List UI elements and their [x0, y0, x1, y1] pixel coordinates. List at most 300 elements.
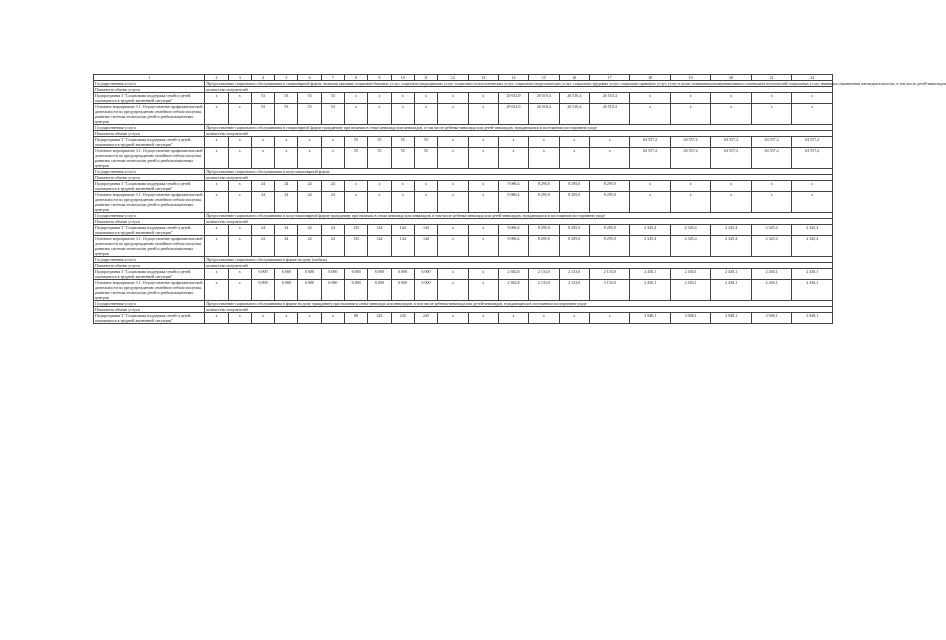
column-number: 14 — [498, 75, 528, 81]
row-name: Основное мероприятие 3.1. Осуществление профилактической деятельности по предупреждению семейного неблагополучия, развитие системы технологии детей и реабилитационных центров — [94, 104, 205, 125]
table-cell: х — [529, 313, 559, 324]
section-text: Предоставление социального обслуживания в форме на дому гражданину при наличии в семье инвалида или инвалидов, в том числе ребенка-инвалида или детей-инвалидов, нуждающихся в постоянном постороннем уходе — [205, 301, 833, 307]
row-name: Подпрограмма 3 "Социальная поддержка семей и детей, оказавшихся в трудной жизненной ситуации" — [94, 225, 205, 236]
column-number: 9 — [368, 75, 391, 81]
table-cell: 2 133,0 — [589, 269, 629, 280]
row-name: Подпрограмма 3 "Социальная поддержка семей и детей, оказавшихся в трудной жизненной ситуации" — [94, 93, 205, 104]
table-cell: х — [205, 181, 228, 192]
table-cell: х — [438, 148, 468, 169]
table-cell: х — [205, 313, 228, 324]
table-cell: х — [468, 225, 498, 236]
table-cell: х — [205, 269, 228, 280]
table-cell: 55 — [391, 148, 414, 169]
table-cell: х — [228, 181, 251, 192]
table-cell: 135 — [345, 236, 368, 257]
table-cell: 24 — [251, 225, 274, 236]
table-cell: х — [438, 104, 468, 125]
table-cell: х — [468, 192, 498, 213]
table-cell: 26 510,4 — [559, 93, 589, 104]
section-text: количество получателей — [205, 263, 833, 269]
table-cell: 245 — [368, 313, 391, 324]
table-cell: х — [345, 192, 368, 213]
row-name: Подпрограмма 3 "Социальная поддержка семей и детей, оказавшихся в трудной жизненной ситуации" — [94, 313, 205, 324]
table-cell: 29 614,9 — [498, 93, 528, 104]
table-cell: 2 133,0 — [559, 269, 589, 280]
table-cell: 2 345,4 — [711, 236, 751, 257]
table-cell: 24 — [321, 236, 344, 257]
table-cell: 2 382,8 — [498, 269, 528, 280]
table-cell: 6 000 — [414, 269, 437, 280]
table-cell: 3 948,1 — [792, 313, 833, 324]
section-label: Показатель объема услуги — [94, 307, 205, 313]
table-cell: 2 345,4 — [792, 225, 833, 236]
table-cell: х — [711, 104, 751, 125]
table-cell: х — [228, 93, 251, 104]
table-cell: 8 295,0 — [589, 192, 629, 213]
table-cell: х — [391, 181, 414, 192]
section-text: Предоставление социального обслуживания в полустационарной форме гражданину при наличии в семье инвалида или инвалидов, в том числе ребенка-инвалида или детей-инвалидов, нуждающихся в постоянном постороннем уходе — [205, 213, 833, 219]
table-cell: 144 — [391, 236, 414, 257]
table-cell: 6 000 — [275, 269, 298, 280]
table-cell: х — [414, 181, 437, 192]
table-cell: х — [298, 137, 321, 148]
table-cell: х — [711, 192, 751, 213]
table-cell: 24 — [321, 181, 344, 192]
table-cell: 55 — [368, 137, 391, 148]
table-cell: 2 133,0 — [559, 280, 589, 301]
table-cell: х — [228, 192, 251, 213]
table-cell: 2 382,8 — [498, 280, 528, 301]
row-name: Основное мероприятие 3.1. Осуществление профилактической деятельности по предупреждению семейного неблагополучия, развитие системы технологии детей и реабилитационных центров — [94, 192, 205, 213]
table-cell: 29 614,9 — [498, 104, 528, 125]
table-row — [94, 93, 833, 104]
table-cell: х — [670, 104, 710, 125]
table-cell: х — [589, 148, 629, 169]
table-cell: 53 — [298, 104, 321, 125]
row-name: Подпрограмма 3 "Социальная поддержка семей и детей, оказавшихся в трудной жизненной ситуации" — [94, 181, 205, 192]
table-cell: х — [228, 137, 251, 148]
table-cell: х — [589, 137, 629, 148]
column-number: 17 — [589, 75, 629, 81]
table-cell: х — [228, 236, 251, 257]
table-cell: х — [438, 280, 468, 301]
table-cell: 2 133,0 — [529, 269, 559, 280]
table-cell: 26 510,4 — [589, 104, 629, 125]
table-cell: х — [205, 192, 228, 213]
table-cell: х — [468, 104, 498, 125]
table-cell: 2 430,1 — [711, 269, 751, 280]
table-cell: 2 430,1 — [711, 280, 751, 301]
table-cell: 24 — [251, 192, 274, 213]
table-cell: 24 — [251, 181, 274, 192]
table-cell: 24 — [275, 192, 298, 213]
column-number: 16 — [559, 75, 589, 81]
table-cell: х — [630, 181, 670, 192]
column-number: 8 — [345, 75, 368, 81]
table-cell: х — [559, 148, 589, 169]
row-name: Основное мероприятие 3.1. Осуществление профилактической деятельности по предупреждению семейного неблагополучия, развитие системы технологии детей и реабилитационных центров — [94, 280, 205, 301]
section-label: Показатель объема услуги — [94, 219, 205, 225]
table-cell: х — [559, 137, 589, 148]
table-cell: 2 133,0 — [529, 280, 559, 301]
table-cell: 63 557,2 — [751, 148, 791, 169]
table-cell: 6 000 — [368, 280, 391, 301]
table-cell: х — [559, 313, 589, 324]
table-row — [94, 280, 833, 301]
table-cell: 63 557,2 — [630, 137, 670, 148]
table-cell: 8 295,0 — [589, 181, 629, 192]
table-cell: 135 — [345, 225, 368, 236]
table-cell: х — [368, 181, 391, 192]
table-cell: х — [391, 192, 414, 213]
section-text: количество получателей — [205, 219, 833, 225]
table-cell: 8 295,0 — [589, 236, 629, 257]
table-cell: 8 295,0 — [529, 225, 559, 236]
table-cell: х — [438, 269, 468, 280]
table-cell: 8 295,0 — [529, 192, 559, 213]
table-cell: х — [321, 313, 344, 324]
table-cell: 63 557,2 — [792, 137, 833, 148]
table-cell: х — [228, 280, 251, 301]
table-cell: х — [205, 137, 228, 148]
table-cell: 55 — [345, 137, 368, 148]
table-cell: х — [345, 93, 368, 104]
row-name: Основное мероприятие 3.1. Осуществление профилактической деятельности по предупреждению семейного неблагополучия, развитие системы технологии детей и реабилитационных центров — [94, 148, 205, 169]
table-row — [94, 181, 833, 192]
section-label: Государственная услуга — [94, 301, 205, 307]
table-cell: х — [205, 148, 228, 169]
table-cell: х — [414, 104, 437, 125]
table-cell: х — [345, 104, 368, 125]
table-cell: 2 345,4 — [630, 236, 670, 257]
table-cell: 53 — [251, 93, 274, 104]
table-cell: 2 430,1 — [670, 280, 710, 301]
table-cell: 2 345,4 — [751, 236, 791, 257]
table-cell: 53 — [251, 104, 274, 125]
table-cell: 3 948,1 — [630, 313, 670, 324]
table-cell: х — [468, 313, 498, 324]
table-cell: х — [438, 236, 468, 257]
table-cell: х — [275, 137, 298, 148]
table-cell: 55 — [414, 137, 437, 148]
section-text: Предоставление социального обслуживания в форме на дому (мобиль) — [205, 257, 833, 263]
budget-table — [93, 74, 946, 324]
table-cell: х — [228, 225, 251, 236]
table-cell: х — [529, 148, 559, 169]
table-cell: х — [792, 181, 833, 192]
table-cell: 26 510,4 — [559, 104, 589, 125]
section-label: Показатель объема услуги — [94, 87, 205, 93]
section-label: Показатель объема услуги — [94, 175, 205, 181]
table-cell: х — [414, 192, 437, 213]
table-cell: х — [670, 192, 710, 213]
table-cell: х — [345, 181, 368, 192]
table-cell: х — [751, 104, 791, 125]
table-cell: х — [751, 93, 791, 104]
table-cell: 6 000 — [391, 280, 414, 301]
table-cell: х — [711, 181, 751, 192]
table-cell: 26 510,4 — [589, 93, 629, 104]
table-cell: х — [298, 313, 321, 324]
column-number: 15 — [529, 75, 559, 81]
table-cell: х — [205, 236, 228, 257]
table-cell: 3 948,1 — [711, 313, 751, 324]
row-name: Основное мероприятие 3.1. Осуществление профилактической деятельности по предупреждению семейного неблагополучия, развитие системы технологии детей и реабилитационных центров — [94, 236, 205, 257]
table-cell: 8 295,0 — [559, 225, 589, 236]
section-label: Государственная услуга — [94, 125, 205, 131]
table-cell: 24 — [275, 236, 298, 257]
table-cell: 63 557,2 — [792, 148, 833, 169]
table-cell: х — [391, 104, 414, 125]
column-number: 20 — [711, 75, 751, 81]
table-cell: х — [438, 313, 468, 324]
table-cell: х — [630, 192, 670, 213]
table-row — [94, 236, 833, 257]
table-cell: 55 — [368, 148, 391, 169]
table-cell: х — [630, 93, 670, 104]
table-cell: 2 345,4 — [630, 225, 670, 236]
table-cell: 53 — [275, 93, 298, 104]
table-cell: 8 295,0 — [559, 181, 589, 192]
row-name: Подпрограмма 3 "Социальная поддержка семей и детей, оказавшихся в трудной жизненной ситуации" — [94, 137, 205, 148]
section-label: Государственная услуга — [94, 169, 205, 175]
table-cell: 6 000 — [298, 280, 321, 301]
table-cell: 6 000 — [321, 269, 344, 280]
table-cell: х — [751, 181, 791, 192]
table-cell: 6 000 — [345, 269, 368, 280]
table-cell: х — [670, 181, 710, 192]
table-cell: х — [228, 269, 251, 280]
table-cell: 63 557,2 — [711, 137, 751, 148]
table-row — [94, 269, 833, 280]
table-cell: 9 086,4 — [498, 181, 528, 192]
table-cell: 6 000 — [275, 280, 298, 301]
table-cell: х — [498, 148, 528, 169]
table-cell: 6 000 — [251, 280, 274, 301]
table-cell: х — [368, 93, 391, 104]
table-cell: х — [205, 93, 228, 104]
table-cell: х — [205, 225, 228, 236]
table-cell: х — [368, 192, 391, 213]
table-cell: х — [468, 137, 498, 148]
table-cell: 9 086,4 — [498, 192, 528, 213]
table-row — [94, 104, 833, 125]
section-text: Предоставление социального обслуживания в стационарной форме, включая оказание социально-бытовых услуг, социально-медицинских услуг, социально-психологических услуг, социально-педагогических услуг, социально-трудовых услуг, социально-правовых услуг, услуг в целях повышения коммуникативного потенциала получателей социальных услуг, имеющих ограничения жизнедеятельности, в том числе детей-инвалидов — [206, 81, 946, 86]
table-cell: 144 — [414, 225, 437, 236]
table-cell: х — [670, 93, 710, 104]
section-text: количество получателей — [205, 87, 833, 93]
column-number: 10 — [391, 75, 414, 81]
table-cell: 26 510,4 — [529, 93, 559, 104]
table-cell: 2 430,1 — [670, 269, 710, 280]
table-cell: х — [468, 236, 498, 257]
table-cell: 24 — [251, 236, 274, 257]
table-cell: 55 — [391, 137, 414, 148]
table-cell: 2 430,1 — [751, 280, 791, 301]
section-label: Государственная услуга — [94, 81, 205, 87]
table-cell: х — [251, 313, 274, 324]
table-cell: 63 557,2 — [630, 148, 670, 169]
table-cell: 2 430,1 — [630, 269, 670, 280]
column-number: 21 — [751, 75, 791, 81]
table-cell: х — [275, 313, 298, 324]
column-number: 4 — [251, 75, 274, 81]
table-cell: 55 — [345, 148, 368, 169]
table-cell: 24 — [298, 181, 321, 192]
table-cell: х — [468, 93, 498, 104]
table-cell: 2 345,4 — [751, 225, 791, 236]
row-name: Подпрограмма 3 "Социальная поддержка семей и детей, оказавшихся в трудной жизненной ситуации" — [94, 269, 205, 280]
table-cell: х — [711, 93, 751, 104]
table-row — [94, 148, 833, 169]
table-cell: 6 000 — [251, 269, 274, 280]
table-cell: 53 — [298, 93, 321, 104]
table-cell: 144 — [414, 236, 437, 257]
table-cell: х — [321, 148, 344, 169]
column-number: 22 — [792, 75, 833, 81]
table-cell: 2 345,4 — [670, 225, 710, 236]
table-cell: х — [228, 148, 251, 169]
column-number: 5 — [275, 75, 298, 81]
section-text: Предоставление социального обслуживания в полустационарной форме — [205, 169, 833, 175]
column-number: 11 — [414, 75, 437, 81]
table-cell: 8 295,0 — [559, 236, 589, 257]
table-cell: х — [391, 93, 414, 104]
table-cell: 24 — [275, 181, 298, 192]
column-number: 13 — [468, 75, 498, 81]
section-text: количество получателей — [205, 131, 833, 137]
table-cell: 9 086,4 — [498, 236, 528, 257]
table-cell: х — [438, 192, 468, 213]
table-cell: х — [438, 225, 468, 236]
section-label: Показатель объема услуги — [94, 131, 205, 137]
table-cell: 144 — [391, 225, 414, 236]
table-cell: х — [792, 192, 833, 213]
table-cell: х — [468, 269, 498, 280]
table-cell: 2 345,4 — [711, 225, 751, 236]
table-cell: х — [251, 137, 274, 148]
table-cell: х — [321, 137, 344, 148]
table-cell: 24 — [298, 225, 321, 236]
table-cell: 53 — [321, 93, 344, 104]
column-number: 3 — [228, 75, 251, 81]
table-cell: 144 — [368, 236, 391, 257]
table-cell: 53 — [321, 104, 344, 125]
table-row — [94, 313, 833, 324]
table-cell: 245 — [391, 313, 414, 324]
column-number: 18 — [630, 75, 670, 81]
table-cell: 8 295,0 — [529, 236, 559, 257]
table-cell: х — [468, 181, 498, 192]
table-cell: 24 — [275, 225, 298, 236]
table-cell: х — [630, 104, 670, 125]
table-cell: 24 — [321, 192, 344, 213]
table-cell: 8 295,0 — [529, 181, 559, 192]
table-cell: 6 000 — [414, 280, 437, 301]
table-cell: х — [498, 313, 528, 324]
section-text: Предоставление социального обслуживания в стационарной форме гражданину при наличии в семье инвалида или инвалидов, в том числе ребенка-инвалида или детей-инвалидов, нуждающихся в постоянном постороннем уходе — [205, 125, 833, 131]
table-cell: 2 430,1 — [792, 269, 833, 280]
table-cell: х — [275, 148, 298, 169]
table-cell: 55 — [414, 148, 437, 169]
section-text: количество получателей — [205, 307, 833, 313]
table-cell: 6 000 — [391, 269, 414, 280]
table-cell: 2 345,4 — [792, 236, 833, 257]
section-label: Государственная услуга — [94, 257, 205, 263]
table-cell: х — [751, 192, 791, 213]
table-cell: 2 430,1 — [792, 280, 833, 301]
table-cell: х — [792, 104, 833, 125]
column-number: 7 — [321, 75, 344, 81]
table-cell: 6 000 — [298, 269, 321, 280]
section-text: количество получателей — [205, 175, 833, 181]
table-cell: 9 086,4 — [498, 225, 528, 236]
table-cell: х — [468, 280, 498, 301]
table-cell: 8 295,0 — [589, 225, 629, 236]
table-cell: 245 — [414, 313, 437, 324]
table-cell: х — [414, 93, 437, 104]
column-number: 1 — [94, 75, 205, 81]
table-cell: х — [205, 280, 228, 301]
table-cell: х — [228, 313, 251, 324]
table-cell: х — [589, 313, 629, 324]
table-cell: 26 510,4 — [529, 104, 559, 125]
table-cell: х — [438, 137, 468, 148]
table-cell: 24 — [298, 192, 321, 213]
table-cell: х — [498, 137, 528, 148]
table-cell: 63 557,2 — [751, 137, 791, 148]
table-cell: 80 — [345, 313, 368, 324]
table-cell: 6 000 — [345, 280, 368, 301]
table-cell: х — [298, 148, 321, 169]
table-cell: х — [468, 148, 498, 169]
table-cell: х — [438, 181, 468, 192]
table-cell: 2 345,4 — [670, 236, 710, 257]
table-cell: 24 — [298, 236, 321, 257]
table-cell: 144 — [368, 225, 391, 236]
table-cell: 53 — [275, 104, 298, 125]
table-cell: 63 557,2 — [711, 148, 751, 169]
table-row — [94, 225, 833, 236]
table-cell: х — [529, 137, 559, 148]
section-label: Государственная услуга — [94, 213, 205, 219]
table-cell: 2 430,1 — [751, 269, 791, 280]
table-cell: х — [205, 104, 228, 125]
table-cell: х — [251, 148, 274, 169]
table-cell: 63 557,2 — [670, 137, 710, 148]
table-cell: 3 948,1 — [670, 313, 710, 324]
table-cell: 24 — [321, 225, 344, 236]
table-cell: 8 295,0 — [559, 192, 589, 213]
table-cell: х — [228, 104, 251, 125]
table-row — [94, 137, 833, 148]
table-cell: 2 133,0 — [589, 280, 629, 301]
table-cell: х — [792, 93, 833, 104]
table-cell: х — [368, 104, 391, 125]
table-cell: х — [438, 93, 468, 104]
table-cell: 3 948,1 — [751, 313, 791, 324]
column-number: 6 — [298, 75, 321, 81]
column-number: 19 — [670, 75, 710, 81]
section-label: Показатель объема услуги — [94, 263, 205, 269]
table-cell: 6 000 — [368, 269, 391, 280]
column-number: 12 — [438, 75, 468, 81]
table-cell: 2 430,1 — [630, 280, 670, 301]
table-cell: 63 557,2 — [670, 148, 710, 169]
table-cell: 6 000 — [321, 280, 344, 301]
table-row — [94, 192, 833, 213]
column-number: 2 — [205, 75, 228, 81]
